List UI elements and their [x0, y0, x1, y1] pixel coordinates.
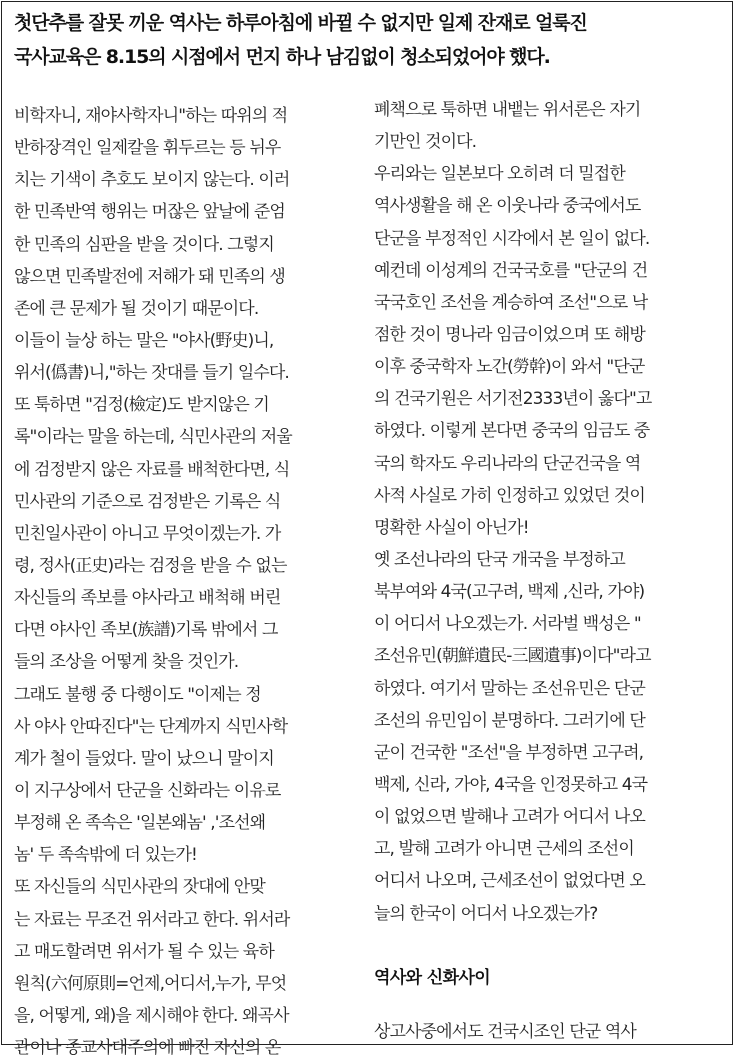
- text-line: 늘의 한국이 어디서 나오겠는가?: [374, 903, 598, 924]
- text-line: 의 건국기원은 서기전2333년이 옳다"고: [374, 389, 652, 410]
- text-line: 이들이 늘상 하는 말은 "야사(野史)니,: [14, 330, 274, 351]
- text-line: 옛 조선나라의 단국 개국을 부정하고: [374, 549, 625, 570]
- text-line: 에 검정받지 않은 자료를 배척한다면, 식: [14, 459, 290, 480]
- section-gap: [374, 930, 724, 962]
- text-line: 다면 야사인 족보(族譜)기록 밖에서 그: [14, 620, 278, 641]
- text-line: 명확한 사실이 아닌가!: [374, 517, 529, 538]
- text-line: 군이 건국한 "조선"을 부정하면 고구려,: [374, 742, 644, 763]
- text-line: 비학자니, 재야사학자니"하는 따위의 적: [14, 106, 288, 126]
- text-line: 그래도 불행 중 다행이도 "이제는 정: [14, 684, 261, 705]
- text-line: 고 매도할려면 위서가 될 수 있는 육하: [14, 941, 274, 962]
- text-line: 민친일사관이 아니고 무엇이겠는가. 가: [14, 523, 281, 544]
- text-line: 이 지구상에서 단군을 신화라는 이유로: [14, 780, 281, 801]
- text-line: 또 툭하면 "검정(檢定)도 받지않은 기: [14, 395, 269, 416]
- text-line: 령, 정사(正史)라는 검정을 받을 수 없는: [14, 555, 287, 576]
- text-line: 국의 학자도 우리나라의 단군건국을 역: [374, 453, 641, 474]
- section-subheading: 역사와 신화사이: [374, 967, 491, 988]
- text-line: 않으면 민족발전에 저해가 돼 민족의 생: [14, 266, 285, 287]
- text-line: 사적 사실로 가히 인정하고 있었던 것이: [374, 485, 645, 506]
- text-line: 위서(僞書)니,"하는 잣대를 들기 일수다.: [14, 363, 289, 384]
- text-line: 계가 철이 들었다. 말이 났으니 말이지: [14, 748, 274, 769]
- text-line: 놈' 두 족속밖에 더 있는가!: [14, 845, 197, 866]
- text-line: 이후 중국학자 노간(勞幹)이 와서 "단군: [374, 357, 645, 378]
- text-line: 는 자료는 무조건 위서라고 한다. 위서라: [14, 909, 290, 930]
- text-line: 록"이라는 말을 하는데, 식민사관의 저울: [14, 427, 292, 448]
- text-line: 고, 발해 고려가 아니면 근세의 조선이: [374, 839, 634, 860]
- text-line: 한 민족반역 행위는 머잖은 앞날에 준엄: [14, 202, 285, 223]
- text-line: 들의 조상을 어떻게 찾을 것인가.: [14, 652, 239, 673]
- headline-line-2: 국사교육은 8.15의 시점에서 먼지 하나 남김없이 청소되었어야 했다.: [14, 46, 550, 68]
- text-line: 역사생활을 해 온 이웃나라 중국에서도: [374, 196, 641, 217]
- text-line: 자신들의 족보를 야사라고 배척해 버린: [14, 588, 281, 609]
- text-line: 국국호인 조선을 계승하여 조선"으로 낙: [374, 292, 648, 313]
- text-line: 조선의 유민임이 분명하다. 그러기에 단: [374, 710, 645, 731]
- text-line: 점한 것이 명나라 임금이었으며 또 해방: [374, 324, 645, 345]
- text-line: 조선유민(朝鮮遺民-三國遺事)이다"라고: [374, 646, 651, 667]
- text-line: 원칙(六何原則=언제,어디서,누가, 무엇: [14, 973, 287, 994]
- text-line: 부정해 온 족속은 '일본왜놈' ,'조선왜: [14, 813, 266, 834]
- article-headline: [14, 6, 724, 74]
- text-line: 관이나 종교사대주의에 빠진 자신의 온: [14, 1038, 281, 1059]
- text-line: 폐책으로 툭하면 내뱉는 위서론은 자기: [374, 100, 641, 120]
- section-gap: [374, 994, 724, 1016]
- text-line: 우리와는 일본보다 오히려 더 밀접한: [374, 164, 625, 185]
- text-line: 존에 큰 문제가 될 것이기 때문이다.: [14, 298, 259, 319]
- text-line: 이 어디서 나오겠는가. 서라벌 백성은 ": [374, 614, 641, 635]
- text-line: 어디서 나오며, 근세조선이 없었다면 오: [374, 871, 645, 892]
- right-text-column: [374, 94, 724, 1048]
- text-line: 하였다. 이렇게 본다면 중국의 임금도 중: [374, 421, 650, 442]
- text-line: 단군을 부정적인 시각에서 본 일이 없다.: [374, 228, 650, 249]
- text-line: 이 없었으면 발해나 고려가 어디서 나오: [374, 807, 645, 828]
- text-line: 한 민족의 심판을 받을 것이다. 그렇지: [14, 234, 274, 255]
- text-line: 을, 어떻게, 왜)을 제시해야 한다. 왜곡사: [14, 1005, 289, 1026]
- text-line: 기만인 것이다.: [374, 132, 477, 153]
- left-text-column: [14, 100, 366, 1064]
- text-line: 예컨데 이성계의 건국국호를 "단군의 건: [374, 260, 648, 281]
- text-line: 또 자신들의 식민사관의 잣대에 안맞: [14, 877, 265, 898]
- text-line: 상고사중에서도 건국시조인 단군 역사: [374, 1021, 636, 1042]
- text-line: 백제, 신라, 가야, 4국을 인정못하고 4국: [374, 774, 648, 795]
- text-line: 사 야사 안따진다"는 단계까지 식민사학: [14, 716, 288, 737]
- text-line: 북부여와 4국(고구려, 백제 ,신라, 가야): [374, 582, 645, 603]
- text-line: 치는 기색이 추호도 보이지 않는다. 이러: [14, 170, 290, 191]
- text-line: 하였다. 여기서 말하는 조선유민은 단군: [374, 678, 645, 699]
- text-line: 민사관의 기준으로 검정받은 기록은 식: [14, 491, 281, 512]
- text-line: 반하장격인 일제칼을 휘두르는 등 뉘우: [14, 138, 281, 159]
- headline-line-1: 첫단추를 잘못 끼운 역사는 하루아침에 바뀔 수 없지만 일제 잔재로 얼룩진: [14, 12, 587, 34]
